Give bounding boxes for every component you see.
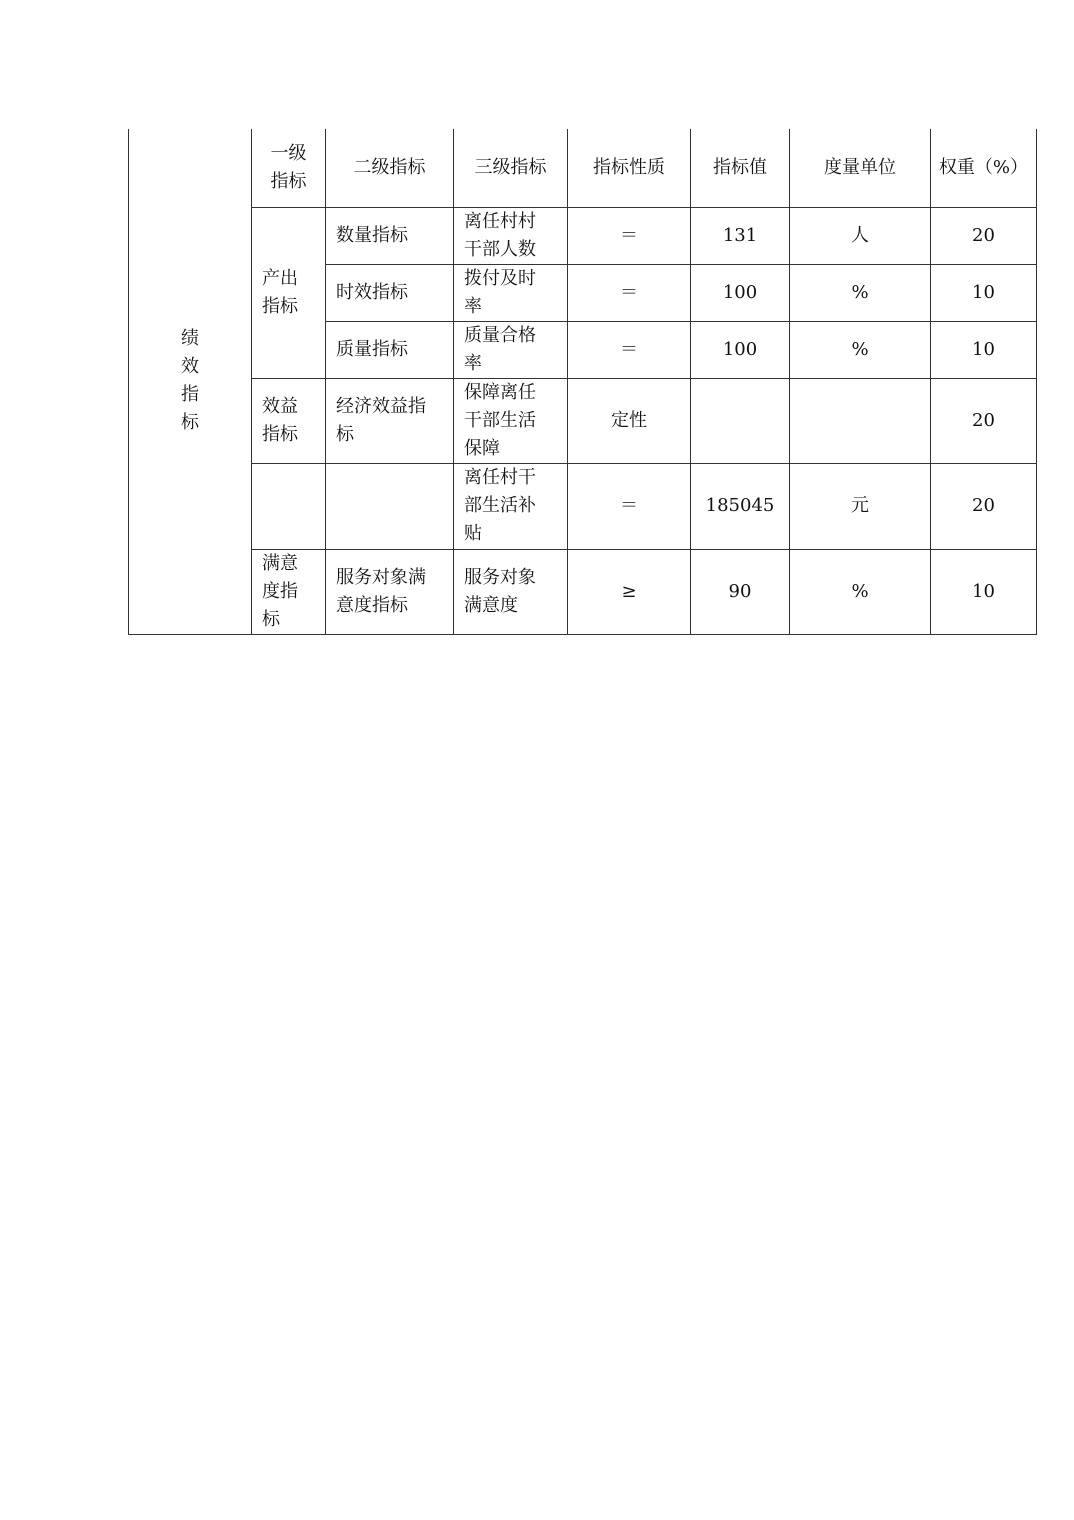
weight-cell: 10 (931, 549, 1037, 634)
level2-cell: 经济效益指 标 (326, 378, 454, 463)
table-row (129, 207, 1037, 264)
level2-cell: 服务对象满 意度指标 (326, 549, 454, 634)
unit-cell: 人 (790, 207, 931, 264)
nature-cell: ＝ (568, 207, 691, 264)
value-cell (691, 378, 790, 463)
level2-cell: 数量指标 (326, 207, 454, 264)
value-cell: 131 (691, 207, 790, 264)
nature-cell: ＝ (568, 463, 691, 549)
nature-cell: ＝ (568, 321, 691, 378)
value-cell: 90 (691, 549, 790, 634)
table-row (129, 378, 1037, 463)
level3-cell: 保障离任 干部生活 保障 (454, 378, 568, 463)
level2-cell: 质量指标 (326, 321, 454, 378)
level2-cell (326, 463, 454, 549)
unit-cell: 元 (790, 463, 931, 549)
performance-indicator-table (128, 129, 1037, 635)
table-header-row (129, 129, 1037, 207)
weight-cell: 20 (931, 207, 1037, 264)
section-label-char: 标 (181, 412, 199, 434)
unit-cell: % (790, 264, 931, 321)
header-level3: 三级指标 (454, 129, 568, 207)
level1-cell (252, 463, 326, 549)
level1-cell: 效益 指标 (252, 378, 326, 463)
weight-cell: 10 (931, 321, 1037, 378)
level2-cell: 时效指标 (326, 264, 454, 321)
level3-cell: 拨付及时 率 (454, 264, 568, 321)
table-row (129, 549, 1037, 634)
level3-cell: 服务对象 满意度 (454, 549, 568, 634)
level3-cell: 离任村村 干部人数 (454, 207, 568, 264)
unit-cell (790, 378, 931, 463)
weight-cell: 10 (931, 264, 1037, 321)
weight-cell: 20 (931, 463, 1037, 549)
section-label-char: 效 (181, 356, 199, 378)
level3-cell: 质量合格 率 (454, 321, 568, 378)
section-label-char: 绩 (181, 328, 199, 350)
nature-cell: ＝ (568, 264, 691, 321)
header-value: 指标值 (691, 129, 790, 207)
level1-cell: 满意 度指 标 (252, 549, 326, 634)
weight-cell: 20 (931, 378, 1037, 463)
value-cell: 185045 (691, 463, 790, 549)
header-level1: 一级 指标 (252, 129, 326, 207)
header-level2: 二级指标 (326, 129, 454, 207)
nature-cell: ≥ (568, 549, 691, 634)
nature-cell: 定性 (568, 378, 691, 463)
header-weight: 权重（%） (931, 129, 1037, 207)
section-label-char: 指 (181, 384, 199, 406)
unit-cell: % (790, 321, 931, 378)
value-cell: 100 (691, 321, 790, 378)
value-cell: 100 (691, 264, 790, 321)
header-nature: 指标性质 (568, 129, 691, 207)
section-label-cell (129, 129, 252, 634)
level3-cell: 离任村干 部生活补 贴 (454, 463, 568, 549)
unit-cell: % (790, 549, 931, 634)
table-row (129, 463, 1037, 549)
level1-cell: 产出 指标 (252, 207, 326, 378)
header-unit: 度量单位 (790, 129, 931, 207)
